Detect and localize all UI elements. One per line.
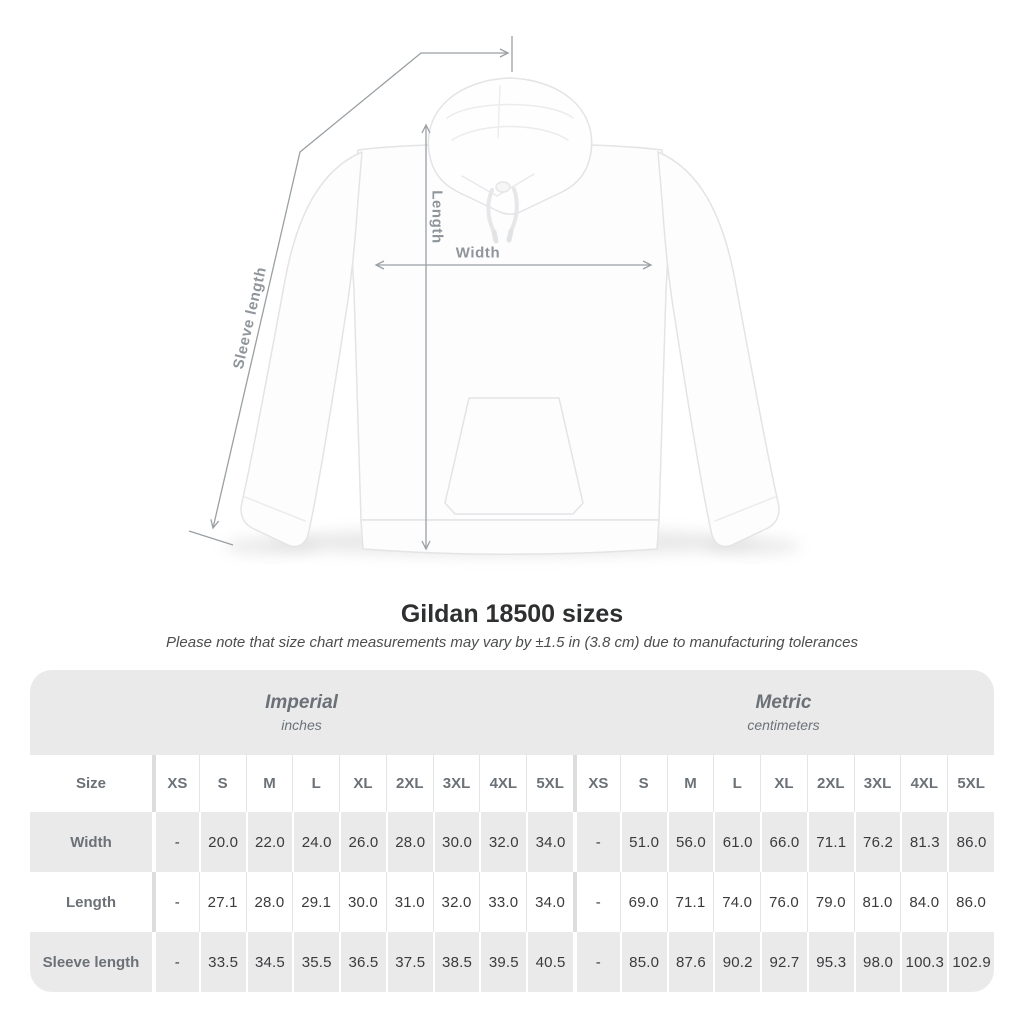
table-cell-imperial: 33.0 bbox=[479, 872, 526, 932]
size-col-header-imperial-s: S bbox=[199, 755, 246, 812]
hoodie-body-group bbox=[241, 78, 779, 554]
table-row bbox=[30, 872, 994, 932]
table-cell-imperial: 38.5 bbox=[433, 932, 480, 992]
table-cell-imperial: 35.5 bbox=[292, 932, 339, 992]
table-cell-imperial: 36.5 bbox=[339, 932, 386, 992]
table-cell-metric: 79.0 bbox=[807, 872, 854, 932]
table-cell-metric: 61.0 bbox=[713, 812, 760, 872]
size-col-header-metric-m: M bbox=[667, 755, 714, 812]
size-col-header-metric-4xl: 4XL bbox=[900, 755, 947, 812]
table-cell-metric: 74.0 bbox=[713, 872, 760, 932]
table-cell-imperial: 34.0 bbox=[526, 872, 573, 932]
table-cell-metric: 71.1 bbox=[807, 812, 854, 872]
table-cell-imperial: 40.5 bbox=[526, 932, 573, 992]
table-cell-metric: 69.0 bbox=[620, 872, 667, 932]
size-col-header-imperial-xl: XL bbox=[339, 755, 386, 812]
hoodie-right-sleeve bbox=[658, 152, 779, 547]
page-title: Gildan 18500 sizes bbox=[400, 600, 624, 628]
hoodie-hem bbox=[361, 520, 659, 554]
table-cell-metric: 92.7 bbox=[760, 932, 807, 992]
table-row bbox=[30, 932, 994, 992]
table-cell-imperial: 29.1 bbox=[292, 872, 339, 932]
imperial-title: Imperial bbox=[265, 692, 338, 713]
table-cell-metric: 51.0 bbox=[620, 812, 667, 872]
table-cell-imperial: 39.5 bbox=[479, 932, 526, 992]
table-cell-imperial: 34.0 bbox=[526, 812, 573, 872]
metric-header bbox=[573, 670, 994, 755]
table-cell-imperial: 32.0 bbox=[433, 872, 480, 932]
table-cell-metric: 87.6 bbox=[667, 932, 714, 992]
table-cell-imperial: 34.5 bbox=[246, 932, 293, 992]
size-col-header-metric-3xl: 3XL bbox=[854, 755, 901, 812]
size-col-header-imperial-2xl: 2XL bbox=[386, 755, 433, 812]
width-label: Width bbox=[455, 244, 501, 262]
table-cell-metric: 90.2 bbox=[713, 932, 760, 992]
table-cell-imperial: 27.1 bbox=[199, 872, 246, 932]
size-col-header-imperial-3xl: 3XL bbox=[433, 755, 480, 812]
table-cell-metric: - bbox=[573, 932, 620, 992]
table-cell-imperial: 31.0 bbox=[386, 872, 433, 932]
table-body bbox=[30, 812, 994, 992]
table-cell-imperial: 33.5 bbox=[199, 932, 246, 992]
size-col-header-metric-5xl: 5XL bbox=[947, 755, 994, 812]
table-cell-imperial: 26.0 bbox=[339, 812, 386, 872]
table-cell-imperial: 24.0 bbox=[292, 812, 339, 872]
row-label: Length bbox=[66, 893, 116, 911]
row-label: Sleeve length bbox=[42, 953, 140, 971]
size-col-header-metric-2xl: 2XL bbox=[807, 755, 854, 812]
imperial-unit: inches bbox=[281, 717, 322, 733]
table-cell-metric: - bbox=[573, 872, 620, 932]
sleeve-length-label: Sleeve length bbox=[229, 265, 271, 371]
size-header-row bbox=[30, 755, 994, 812]
table-cell-metric: 56.0 bbox=[667, 812, 714, 872]
hoodie-pocket bbox=[445, 398, 583, 514]
table-cell-imperial: - bbox=[152, 812, 199, 872]
size-col-header-imperial-4xl: 4XL bbox=[479, 755, 526, 812]
table-cell-metric: 85.0 bbox=[620, 932, 667, 992]
imperial-header bbox=[30, 670, 573, 755]
table-cell-imperial: 32.0 bbox=[479, 812, 526, 872]
table-cell-metric: 81.3 bbox=[900, 812, 947, 872]
size-col-header-imperial-m: M bbox=[246, 755, 293, 812]
size-col-header-imperial-5xl: 5XL bbox=[526, 755, 573, 812]
table-cell-metric: 66.0 bbox=[760, 812, 807, 872]
table-cell-metric: 86.0 bbox=[947, 872, 994, 932]
table-cell-imperial: 37.5 bbox=[386, 932, 433, 992]
size-col-header-metric-s: S bbox=[620, 755, 667, 812]
table-cell-imperial: - bbox=[152, 932, 199, 992]
table-cell-metric: 84.0 bbox=[900, 872, 947, 932]
table-row bbox=[30, 812, 994, 872]
hoodie-left-sleeve bbox=[241, 152, 362, 547]
size-header-label: Size bbox=[75, 775, 106, 792]
table-cell-imperial: 22.0 bbox=[246, 812, 293, 872]
size-table bbox=[30, 670, 994, 992]
unit-header-band bbox=[30, 670, 994, 755]
table-cell-metric: 71.1 bbox=[667, 872, 714, 932]
table-cell-imperial: 20.0 bbox=[199, 812, 246, 872]
table-cell-imperial: 28.0 bbox=[386, 812, 433, 872]
table-cell-metric: 100.3 bbox=[900, 932, 947, 992]
table-cell-metric: 81.0 bbox=[854, 872, 901, 932]
table-cell-metric: 98.0 bbox=[854, 932, 901, 992]
table-cell-imperial: - bbox=[152, 872, 199, 932]
size-col-header-metric-xs: XS bbox=[573, 755, 620, 812]
length-label: Length bbox=[428, 190, 446, 244]
size-col-header-imperial-l: L bbox=[292, 755, 339, 812]
metric-title: Metric bbox=[755, 692, 812, 713]
size-col-header-metric-xl: XL bbox=[760, 755, 807, 812]
table-cell-imperial: 28.0 bbox=[246, 872, 293, 932]
metric-unit: centimeters bbox=[747, 717, 820, 733]
table-cell-metric: - bbox=[573, 812, 620, 872]
size-col-header-imperial-xs: XS bbox=[152, 755, 199, 812]
row-label: Width bbox=[70, 833, 112, 851]
table-cell-metric: 95.3 bbox=[807, 932, 854, 992]
table-cell-metric: 102.9 bbox=[947, 932, 994, 992]
tolerance-note: Please note that size chart measurements may vary by ±1.5 in (3.8 cm) due to manufacturing tolerances bbox=[166, 634, 858, 651]
table-cell-metric: 76.2 bbox=[854, 812, 901, 872]
table-cell-metric: 86.0 bbox=[947, 812, 994, 872]
table-cell-metric: 76.0 bbox=[760, 872, 807, 932]
size-col-header-metric-l: L bbox=[713, 755, 760, 812]
table-cell-imperial: 30.0 bbox=[339, 872, 386, 932]
table-cell-imperial: 30.0 bbox=[433, 812, 480, 872]
